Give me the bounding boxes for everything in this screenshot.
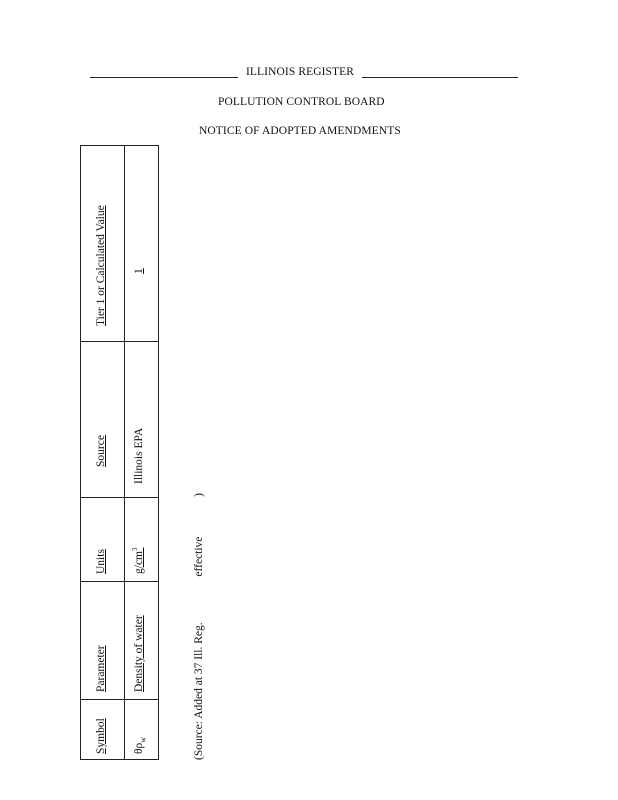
symbol-text: θρ bbox=[133, 742, 145, 754]
register-title: ILLINOIS REGISTER bbox=[246, 66, 355, 78]
units-text: g/cm bbox=[133, 551, 145, 574]
col-divider-2 bbox=[80, 581, 159, 582]
col-divider-1 bbox=[80, 699, 159, 700]
symbol-subscript: w bbox=[138, 736, 148, 743]
source-note bbox=[192, 340, 206, 760]
col-header-symbol: Symbol bbox=[95, 718, 107, 754]
cell-source: Illinois EPA bbox=[133, 427, 145, 484]
table-right-border bbox=[80, 145, 159, 146]
notice-title: NOTICE OF ADOPTED AMENDMENTS bbox=[199, 125, 401, 137]
cell-symbol bbox=[132, 737, 150, 754]
parameter-table bbox=[80, 145, 205, 760]
table-bottom-border bbox=[158, 145, 159, 760]
cell-parameter: Density of water bbox=[133, 615, 145, 692]
source-note-effective: effective bbox=[193, 536, 205, 577]
source-note-prefix: (Source: Added at 37 Ill. Reg. bbox=[193, 622, 205, 760]
col-header-value: Tier 1 or Calculated Value bbox=[95, 205, 107, 326]
cell-value: 1 bbox=[133, 268, 145, 274]
rotated-table-region bbox=[80, 145, 205, 760]
table-left-border bbox=[80, 759, 159, 760]
col-header-units: Units bbox=[95, 549, 107, 574]
source-note-suffix: ) bbox=[193, 492, 205, 497]
cell-units bbox=[132, 548, 146, 575]
table-top-border bbox=[80, 145, 81, 760]
board-title: POLLUTION CONTROL BOARD bbox=[218, 96, 385, 108]
col-divider-4 bbox=[80, 341, 159, 342]
table-header-separator bbox=[124, 145, 125, 760]
col-header-source: Source bbox=[95, 435, 107, 467]
header-rule-left bbox=[90, 77, 238, 78]
units-superscript: 3 bbox=[131, 547, 140, 551]
col-divider-3 bbox=[80, 497, 159, 498]
col-header-parameter: Parameter bbox=[95, 645, 107, 692]
header-rule-right bbox=[362, 77, 518, 78]
